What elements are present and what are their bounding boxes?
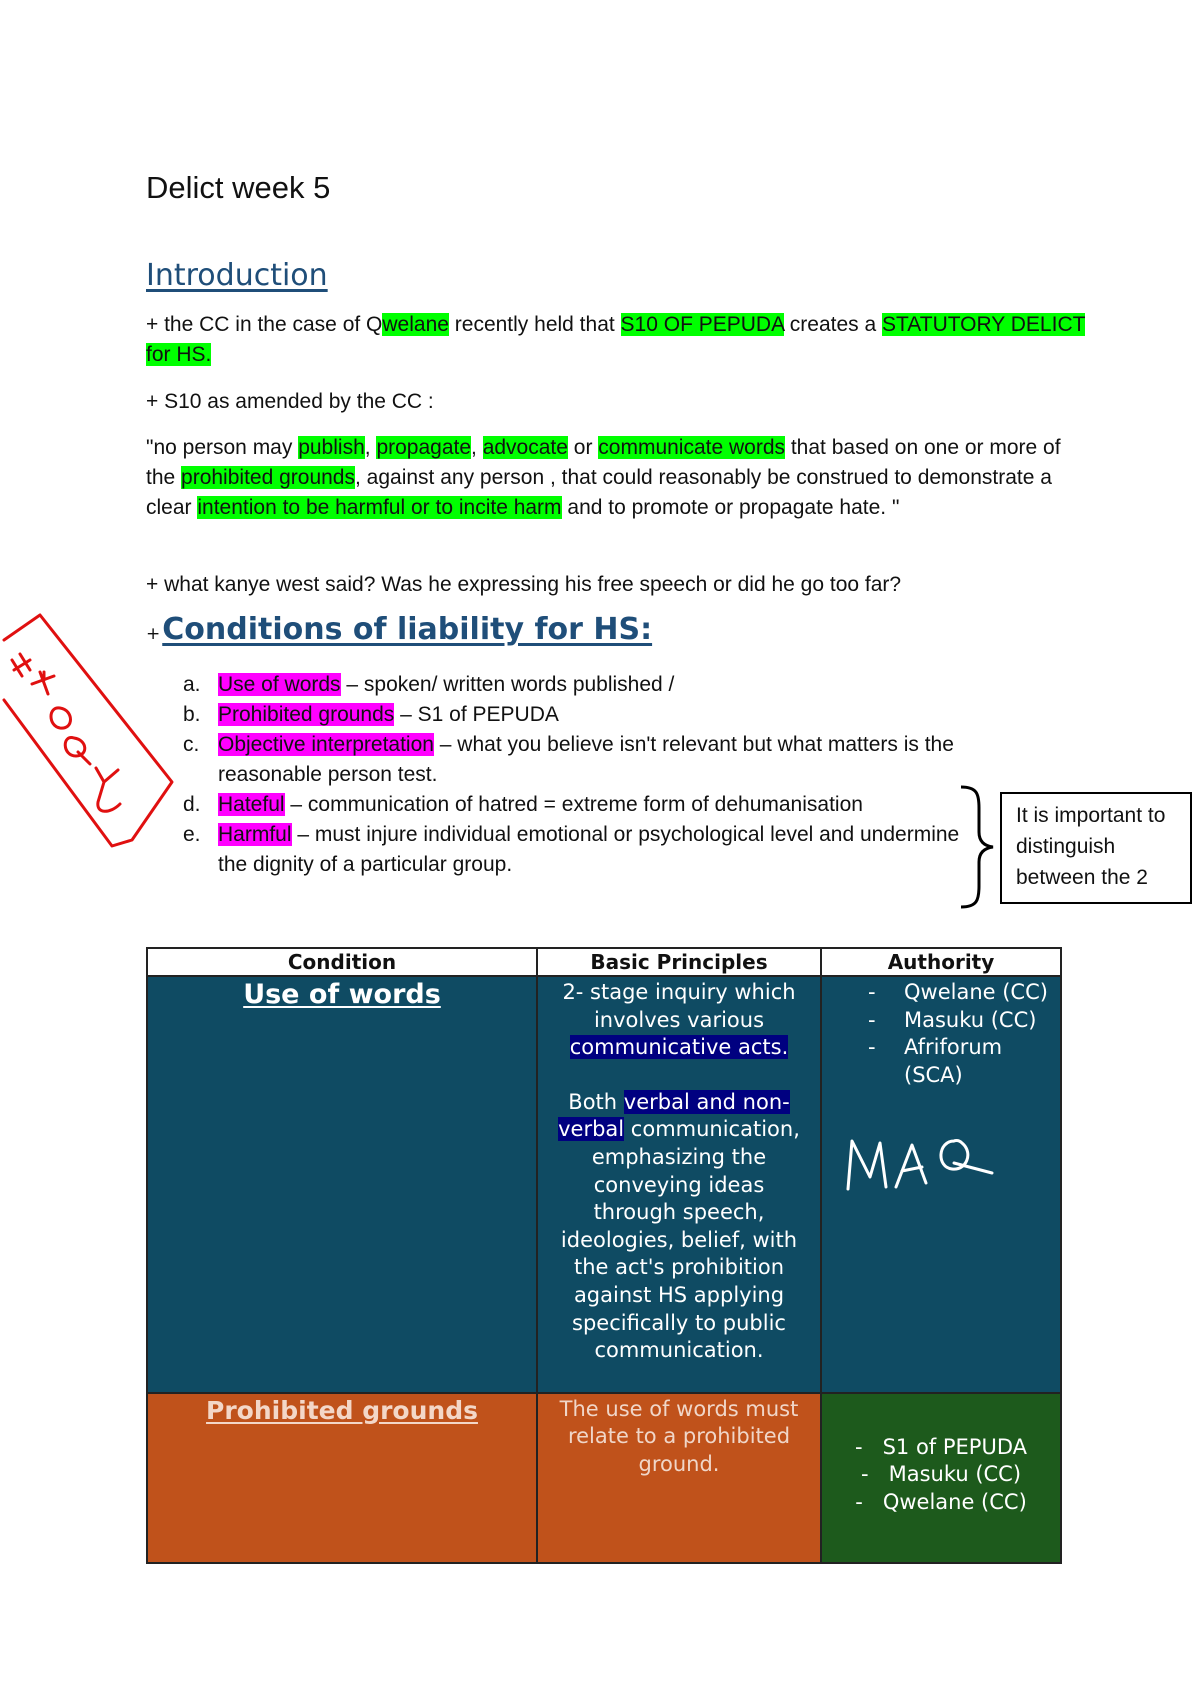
- intro-paragraph-1: + the CC in the case of Qwelane recently held that S10 OF PEPUDA creates a STATUTORY DELICT for HS.: [146, 313, 1086, 366]
- list-item: - Afriforum (SCA): [868, 1035, 1003, 1087]
- list-item: e. Harmful – must injure individual emotional or psychological level and undermine the dignity of a particular group.: [183, 823, 960, 876]
- list-item: - Qwelane (CC): [868, 980, 1048, 1004]
- list-item: a. Use of words – spoken/ written words published /: [183, 673, 675, 696]
- column-header: Basic Principles: [537, 948, 821, 976]
- list-item: d. Hateful – communication of hatred = extreme form of dehumanisation: [183, 793, 863, 816]
- condition-cell: [147, 976, 537, 1393]
- list-item: - Qwelane (CC): [855, 1489, 1027, 1514]
- table-row: [147, 976, 1061, 1393]
- list-item: - Masuku (CC): [868, 1007, 1037, 1032]
- list-item: - S1 of PEPUDA: [854, 1434, 1028, 1459]
- principles-cell: 2- stage inquiry which involves various communicative acts. Both verbal and non-verbal communication, emphasizing the conveying ideas through speech, ideologies, belief, with the act's prohibition against HS applying specifically to public communication.: [537, 976, 821, 1393]
- introduction-heading: Introduction: [146, 258, 328, 293]
- condition-name: Prohibited grounds: [206, 1395, 478, 1425]
- list-item: - Masuku (CC): [860, 1462, 1022, 1487]
- page-title: Delict week 5: [146, 170, 331, 205]
- column-header: Condition: [147, 948, 537, 976]
- condition-name: Use of words: [243, 979, 441, 1010]
- side-note-box: It is important to distinguish between the 2: [1000, 792, 1192, 904]
- curly-brace-icon: [955, 784, 999, 910]
- svg-text:MAQ: MAQ: [842, 1127, 845, 1128]
- table-header-row: [147, 948, 1061, 976]
- condition-cell: [147, 1393, 537, 1563]
- authority-cell: [821, 1393, 1061, 1563]
- handwritten-note-icon: [842, 1127, 1002, 1197]
- conditions-table: [146, 947, 1062, 1564]
- conditions-heading: +Conditions of liability for HS:: [146, 612, 653, 647]
- principles-cell: The use of words must relate to a prohibited ground.: [537, 1393, 821, 1563]
- list-item: c. Objective interpretation – what you believe isn't relevant but what matters is the reasonable person test.: [183, 733, 954, 786]
- intro-paragraph-3: + what kanye west said? Was he expressing his free speech or did he go too far?: [146, 573, 902, 596]
- conditions-list: [146, 670, 966, 880]
- pepuda-quote: "no person may publish, propagate, advocate or communicate words that based on one or more of the prohibited grounds, against any person , that could reasonably be construed to demonstrate a clear intention to be harmful or to incite harm and to promote or propagate hate. ": [146, 436, 1061, 519]
- handwritten-stamp-icon: [0, 610, 175, 850]
- plus-marker: +: [146, 624, 161, 644]
- table-row: [147, 1393, 1061, 1563]
- stamp-text: 4HOQY: [0, 610, 4, 611]
- column-header: Authority: [821, 948, 1061, 976]
- list-item: b. Prohibited grounds – S1 of PEPUDA: [183, 703, 559, 726]
- intro-paragraph-2: + S10 as amended by the CC :: [146, 390, 434, 413]
- authority-cell: [821, 976, 1061, 1393]
